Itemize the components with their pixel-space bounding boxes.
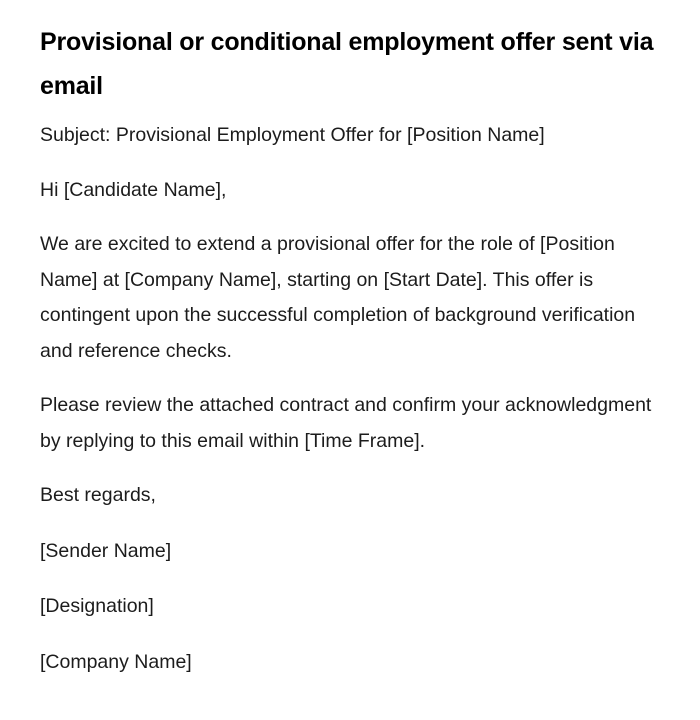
email-body-paragraph-review: Please review the attached contract and confirm your acknowledgment by replying to this email within [Time Frame]. <box>40 394 652 452</box>
email-greeting: Hi [Candidate Name], <box>40 178 227 201</box>
email-subject-line: Subject: Provisional Employment Offer for [Position Name] <box>40 124 545 146</box>
signature-sender-name: [Sender Name] <box>40 539 172 562</box>
document-title: Provisional or conditional employment offer sent via email <box>40 28 654 100</box>
email-template-document <box>40 20 660 680</box>
signature-designation: [Designation] <box>40 595 154 617</box>
email-closing: Best regards, <box>40 484 156 506</box>
email-body-paragraph-offer: We are excited to extend a provisional offer for the role of [Position Name] at [Company Name], starting on [Start Date]. This offer is contingent upon the successful completion of background verification and reference checks. <box>40 233 636 362</box>
signature-company-name: [Company Name] <box>40 650 192 673</box>
